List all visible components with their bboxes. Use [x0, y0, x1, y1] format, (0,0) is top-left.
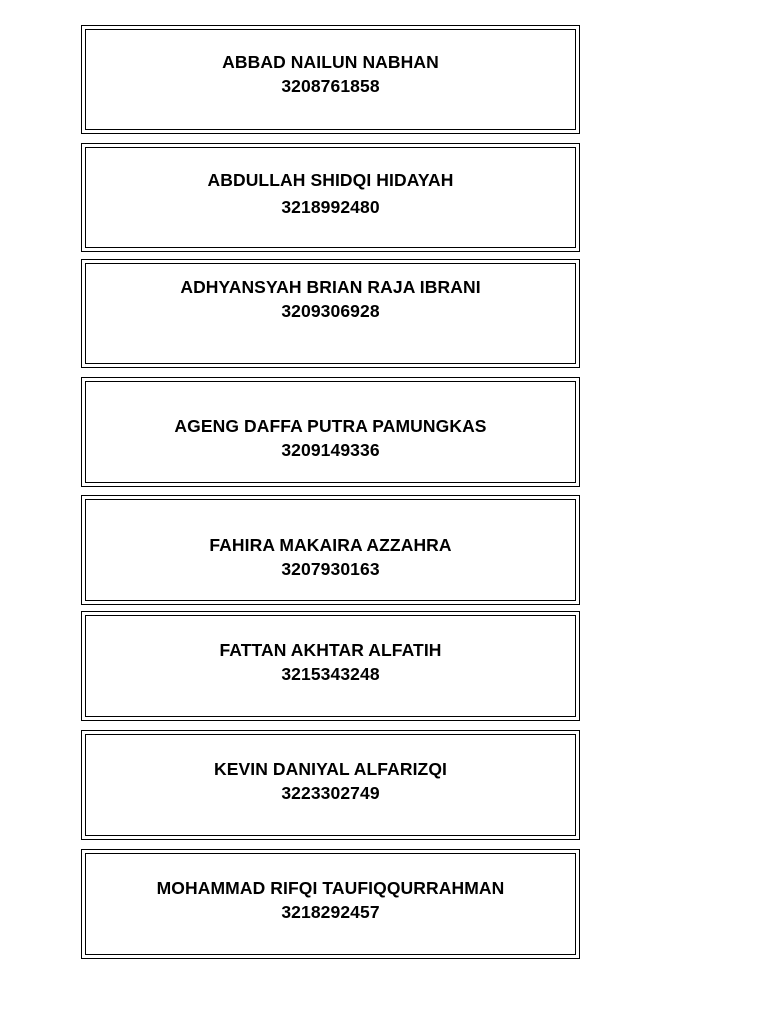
name-label-inner-border [85, 147, 576, 248]
name-label-card [81, 611, 580, 721]
student-name: ABDULLAH SHIDQI HIDAYAH [207, 170, 454, 190]
student-name: MOHAMMAD RIFQI TAUFIQQURRAHMAN [156, 878, 505, 898]
name-label-card [81, 259, 580, 368]
student-id: 3223302749 [281, 783, 380, 803]
name-label-card [81, 849, 580, 959]
student-name: FAHIRA MAKAIRA AZZAHRA [209, 535, 452, 555]
student-id: 3207930163 [281, 559, 380, 579]
name-label-inner-border [85, 734, 576, 836]
name-label-inner-border [85, 615, 576, 717]
student-name: ADHYANSYAH BRIAN RAJA IBRANI [180, 276, 481, 297]
name-label-inner-border [85, 29, 576, 130]
student-name: AGENG DAFFA PUTRA PAMUNGKAS [174, 416, 487, 436]
student-name: FATTAN AKHTAR ALFATIH [219, 640, 442, 660]
name-label-card [81, 495, 580, 605]
name-label-card [81, 25, 580, 134]
student-id: 3218992480 [281, 197, 380, 217]
student-name: ABBAD NAILUN NABHAN [222, 51, 439, 72]
name-label-inner-border [85, 263, 576, 364]
student-id: 3209306928 [281, 300, 380, 321]
name-label-inner-border [85, 381, 576, 483]
name-label-inner-border [85, 499, 576, 601]
name-label-card [81, 377, 580, 487]
student-id: 3209149336 [281, 440, 380, 460]
student-id: 3218292457 [281, 902, 380, 922]
name-label-card [81, 730, 580, 840]
student-name: KEVIN DANIYAL ALFARIZQI [213, 759, 448, 779]
name-label-card [81, 143, 580, 252]
student-id: 3215343248 [281, 664, 380, 684]
student-id: 3208761858 [281, 75, 380, 96]
name-label-inner-border [85, 853, 576, 955]
